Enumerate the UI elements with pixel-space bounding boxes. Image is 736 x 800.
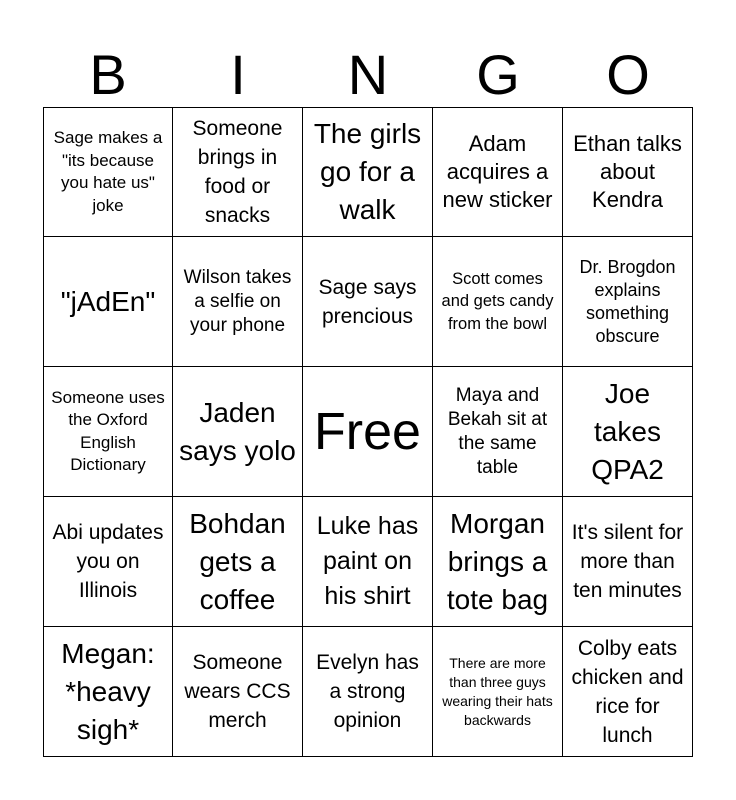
bingo-cell-r4-c2[interactable] [173, 497, 303, 627]
bingo-header [43, 44, 693, 106]
cell-text: Scott comes and gets candy from the bowl [441, 269, 554, 333]
cell-text: Colby eats chicken and rice for lunch [571, 636, 684, 747]
header-letter-n: N [347, 43, 389, 106]
cell-text: Sage makes a "its because you hate us" joke [53, 128, 163, 215]
bingo-cell-r2-c1[interactable] [43, 237, 173, 367]
bingo-cell-r3-c5[interactable] [563, 367, 693, 497]
bingo-cell-r5-c4[interactable] [433, 627, 563, 757]
header-letter-i: I [230, 43, 246, 106]
bingo-cell-r2-c4[interactable] [433, 237, 563, 367]
header-letter-b: B [89, 43, 127, 106]
header-letter-o: O [606, 43, 650, 106]
cell-text: Someone brings in food or snacks [192, 117, 283, 227]
cell-text: Adam acquires a new sticker [442, 131, 553, 212]
cell-text: It's silent for more than ten minutes [571, 521, 684, 602]
bingo-cell-r1-c2[interactable] [173, 107, 303, 237]
cell-text: Wilson takes a selfie on your phone [183, 266, 292, 336]
bingo-cell-r5-c5[interactable] [563, 627, 693, 757]
cell-text: Luke has paint on his shirt [316, 512, 419, 610]
cell-text: Evelyn has a strong opinion [316, 651, 419, 732]
cell-text: Joe takes QPA2 [591, 377, 664, 485]
bingo-cell-r4-c5[interactable] [563, 497, 693, 627]
cell-text: Megan: *heavy sigh* [61, 637, 155, 745]
cell-text: There are more than three guys wearing their hats backwards [442, 654, 553, 728]
bingo-cell-r2-c3[interactable] [303, 237, 433, 367]
bingo-cell-r5-c3[interactable] [303, 627, 433, 757]
bingo-cell-r2-c5[interactable] [563, 237, 693, 367]
bingo-cell-r5-c2[interactable] [173, 627, 303, 757]
bingo-board [43, 107, 693, 757]
free-space-label: Free [314, 402, 421, 461]
cell-text: The girls go for a walk [313, 118, 422, 225]
bingo-cell-r4-c1[interactable] [43, 497, 173, 627]
bingo-cell-r3-c2[interactable] [173, 367, 303, 497]
cell-text: Jaden says yolo [179, 396, 296, 466]
bingo-cell-r1-c1[interactable] [43, 107, 173, 237]
bingo-cell-free[interactable] [303, 367, 433, 497]
cell-text: Bohdan gets a coffee [189, 507, 286, 615]
cell-text: Someone wears CCS merch [184, 651, 291, 732]
cell-text: "jAdEn" [60, 285, 156, 317]
cell-text: Morgan brings a tote bag [446, 507, 549, 615]
bingo-cell-r1-c3[interactable] [303, 107, 433, 237]
bingo-cell-r1-c4[interactable] [433, 107, 563, 237]
cell-text: Maya and Bekah sit at the same table [447, 384, 548, 478]
bingo-cell-r2-c2[interactable] [173, 237, 303, 367]
cell-text: Ethan talks about Kendra [573, 131, 682, 212]
bingo-cell-r5-c1[interactable] [43, 627, 173, 757]
bingo-cell-r3-c1[interactable] [43, 367, 173, 497]
bingo-cell-r1-c5[interactable] [563, 107, 693, 237]
bingo-cell-r4-c3[interactable] [303, 497, 433, 627]
cell-text: Sage says prencious [318, 275, 417, 328]
cell-text: Dr. Brogdon explains something obscure [579, 256, 676, 346]
cell-text: Someone uses the Oxford English Dictionary [51, 387, 165, 474]
bingo-cell-r4-c4[interactable] [433, 497, 563, 627]
header-letter-g: G [476, 43, 520, 106]
cell-text: Abi updates you on Illinois [52, 521, 164, 602]
bingo-cell-r3-c4[interactable] [433, 367, 563, 497]
